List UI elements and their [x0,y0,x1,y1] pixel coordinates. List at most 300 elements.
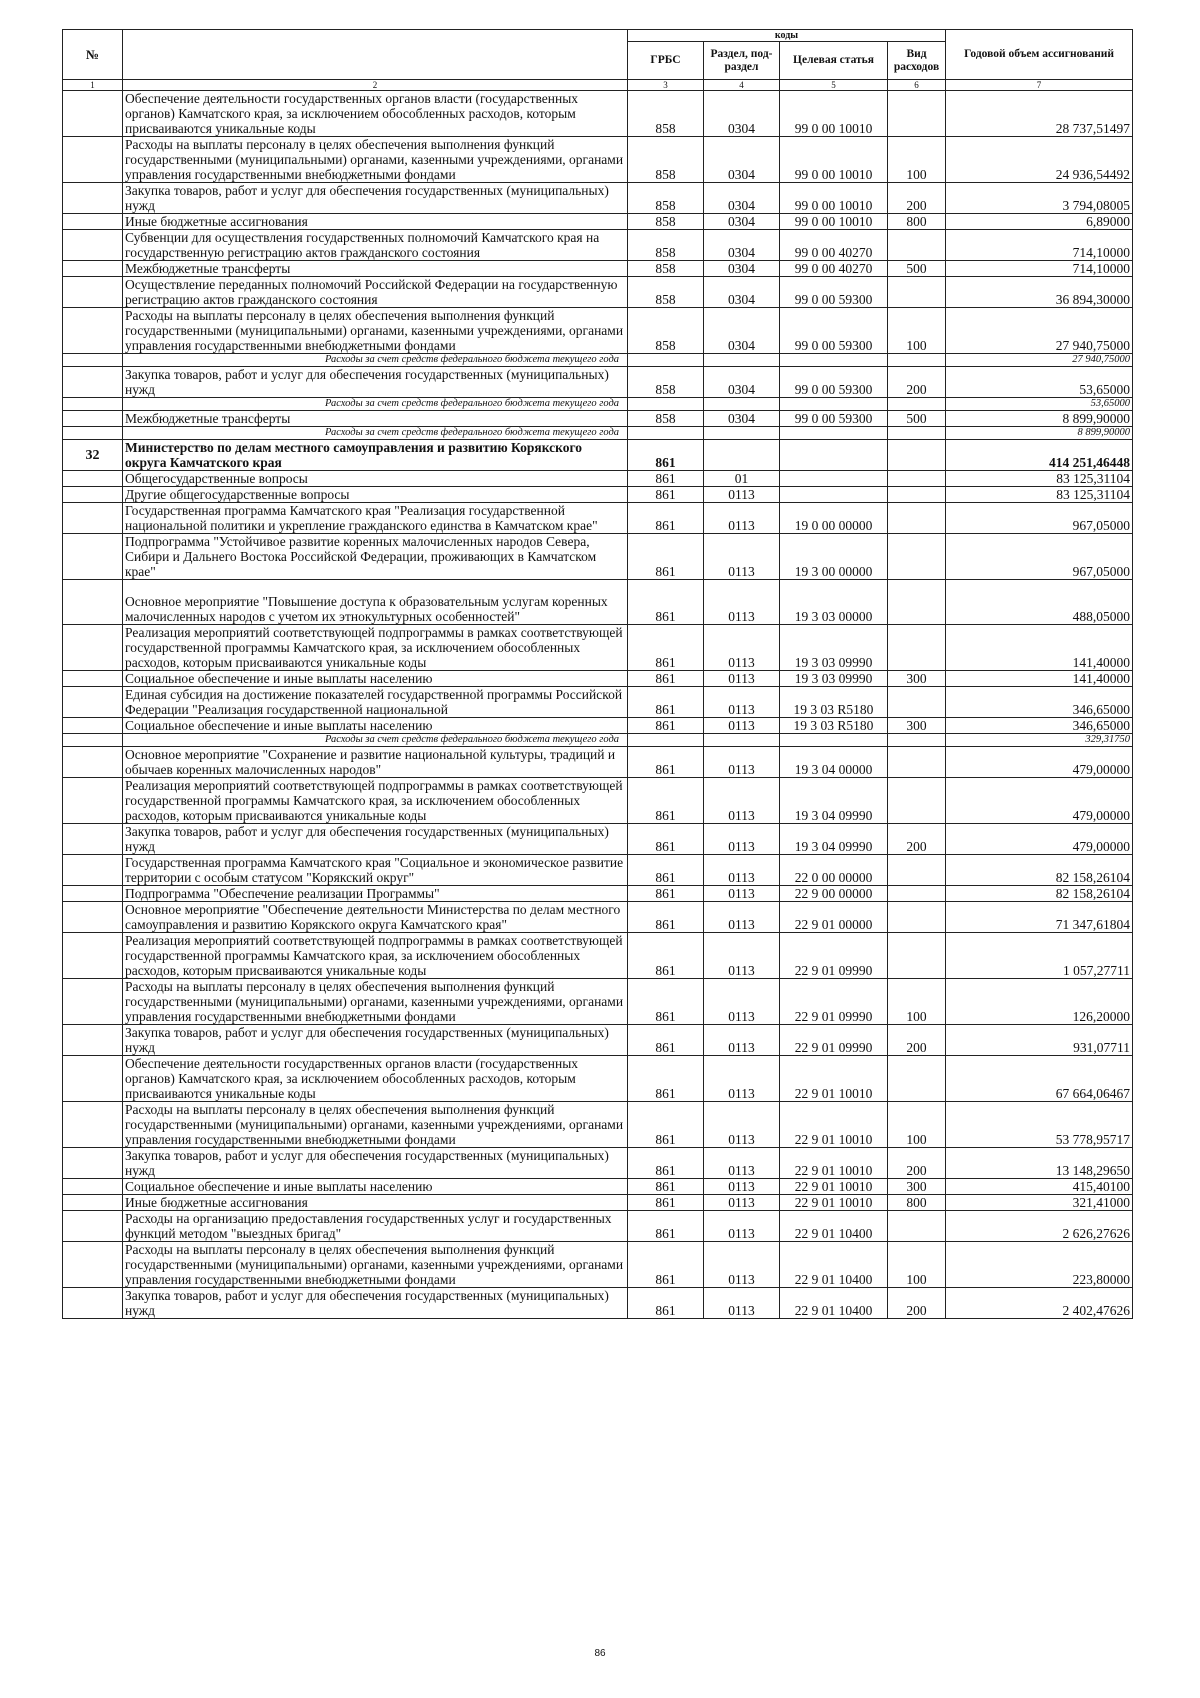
target-article-code: 99 0 00 10010 [780,183,888,214]
target-article-code: 22 9 01 10010 [780,1179,888,1195]
row-number [63,137,123,183]
target-article-code [780,440,888,471]
grbs-code: 858 [628,308,704,354]
target-article-code: 99 0 00 59300 [780,367,888,398]
row-number [63,1211,123,1242]
expense-name: Обеспечение деятельности государственных органов власти (государственных органов) Камчатского края, за исключением обособленных расходов, которым присваиваются уникальные коды [123,1056,628,1102]
grbs-code: 858 [628,261,704,277]
expense-name: Осуществление переданных полномочий Российской Федерации на государственную регистрацию актов гражданского состояния [123,277,628,308]
table-row [63,411,1133,427]
expense-name: Реализация мероприятий соответствующей подпрограммы в рамках соответствующей государственной программы Камчатского края, за исключением обособленных расходов, которым присваиваются уникальные коды [123,778,628,824]
expense-type-code: 100 [888,137,946,183]
row-number [63,230,123,261]
table-row [63,137,1133,183]
table-row [63,261,1133,277]
section-code: 0113 [704,886,780,902]
allocation-amount: 27 940,75000 [946,354,1133,367]
row-number [63,1102,123,1148]
expense-type-code: 800 [888,1195,946,1211]
allocation-amount: 27 940,75000 [946,308,1133,354]
row-number [63,411,123,427]
target-article-code: 22 9 00 00000 [780,886,888,902]
column-number: 2 [123,80,628,91]
expense-type-code: 200 [888,824,946,855]
target-article-code: 22 9 01 00000 [780,902,888,933]
header-grbs: ГРБС [628,42,704,80]
row-number [63,580,123,625]
table-row [63,747,1133,778]
grbs-code: 858 [628,230,704,261]
row-number [63,1025,123,1056]
table-row [63,855,1133,886]
section-code: 0304 [704,183,780,214]
target-article-code: 19 3 04 09990 [780,778,888,824]
table-row [63,687,1133,718]
expense-type-code [888,440,946,471]
allocation-amount: 415,40100 [946,1179,1133,1195]
expense-name: Иные бюджетные ассигнования [123,214,628,230]
allocation-amount: 488,05000 [946,580,1133,625]
page-number: 86 [594,1648,606,1659]
target-article-code: 22 0 00 00000 [780,855,888,886]
target-article-code: 22 9 01 10010 [780,1148,888,1179]
grbs-code: 858 [628,367,704,398]
section-code: 0304 [704,261,780,277]
allocation-amount: 141,40000 [946,625,1133,671]
grbs-code: 861 [628,1025,704,1056]
header-type: Вид расходов [888,42,946,80]
target-article-code: 99 0 00 40270 [780,261,888,277]
allocation-amount: 346,65000 [946,718,1133,734]
allocation-amount: 53 778,95717 [946,1102,1133,1148]
expense-type-code [888,734,946,747]
expense-name: Закупка товаров, работ и услуг для обеспечения государственных (муниципальных) нужд [123,367,628,398]
grbs-code: 861 [628,778,704,824]
section-code: 0113 [704,933,780,979]
section-code: 0304 [704,230,780,261]
expense-type-code [888,427,946,440]
expense-type-code [888,1056,946,1102]
section-code: 0304 [704,91,780,137]
grbs-code [628,354,704,367]
row-number [63,734,123,747]
grbs-code: 861 [628,1195,704,1211]
table-row [63,1242,1133,1288]
row-number [63,902,123,933]
expense-name: Расходы за счет средств федерального бюджета текущего года [123,398,628,411]
allocation-amount: 346,65000 [946,687,1133,718]
column-number: 1 [63,80,123,91]
allocation-amount: 3 794,08005 [946,183,1133,214]
allocation-amount: 24 936,54492 [946,137,1133,183]
expense-name: Расходы на выплаты персоналу в целях обеспечения выполнения функций государственными (муниципальными) органами, казенными учреждениями, органами управления государственными внебюджетными фондами [123,137,628,183]
section-code: 0304 [704,277,780,308]
target-article-code: 99 0 00 10010 [780,137,888,183]
target-article-code: 22 9 01 10400 [780,1288,888,1319]
grbs-code: 861 [628,580,704,625]
section-code [704,440,780,471]
grbs-code: 861 [628,979,704,1025]
header-codes: коды [628,30,946,42]
target-article-code: 22 9 01 09990 [780,979,888,1025]
section-code: 0113 [704,1195,780,1211]
section-code: 0113 [704,979,780,1025]
row-number [63,534,123,580]
row-number [63,747,123,778]
grbs-code: 861 [628,503,704,534]
section-code [704,427,780,440]
grbs-code: 861 [628,824,704,855]
allocation-amount: 8 899,90000 [946,427,1133,440]
target-article-code [780,427,888,440]
expense-name: Расходы на выплаты персоналу в целях обеспечения выполнения функций государственными (муниципальными) органами, казенными учреждениями, органами управления государственными внебюджетными фондами [123,1102,628,1148]
target-article-code: 99 0 00 10010 [780,91,888,137]
row-number [63,1195,123,1211]
section-code: 0113 [704,824,780,855]
target-article-code: 19 3 03 R5180 [780,718,888,734]
section-code: 0304 [704,367,780,398]
section-code: 0113 [704,1288,780,1319]
row-number [63,625,123,671]
grbs-code: 861 [628,718,704,734]
grbs-code: 858 [628,137,704,183]
expense-name: Общегосударственные вопросы [123,471,628,487]
federal-budget-row [63,398,1133,411]
expense-type-code [888,398,946,411]
expense-name: Расходы за счет средств федерального бюджета текущего года [123,427,628,440]
allocation-amount: 53,65000 [946,367,1133,398]
column-number: 7 [946,80,1133,91]
federal-budget-row [63,734,1133,747]
expense-type-code: 300 [888,1179,946,1195]
section-code [704,354,780,367]
section-code: 0113 [704,855,780,886]
target-article-code: 19 3 04 09990 [780,824,888,855]
expense-name: Межбюджетные трансферты [123,411,628,427]
target-article-code: 19 3 00 00000 [780,534,888,580]
grbs-code: 861 [628,625,704,671]
expense-name: Расходы на выплаты персоналу в целях обеспечения выполнения функций государственными (муниципальными) органами, казенными учреждениями, органами управления государственными внебюджетными фондами [123,308,628,354]
table-row [63,979,1133,1025]
table-row [63,902,1133,933]
table-row [63,308,1133,354]
target-article-code [780,398,888,411]
expense-name: Закупка товаров, работ и услуг для обеспечения государственных (муниципальных) нужд [123,1288,628,1319]
expense-type-code: 300 [888,671,946,687]
grbs-code: 861 [628,933,704,979]
row-number: 32 [63,440,123,471]
grbs-code: 861 [628,671,704,687]
header-target: Целевая статья [780,42,888,80]
expense-type-code [888,687,946,718]
section-code: 0113 [704,625,780,671]
row-number [63,471,123,487]
allocation-amount: 71 347,61804 [946,902,1133,933]
expense-name: Реализация мероприятий соответствующей подпрограммы в рамках соответствующей государственной программы Камчатского края, за исключением обособленных расходов, которым присваиваются уникальные коды [123,625,628,671]
grbs-code: 861 [628,1056,704,1102]
budget-table [62,29,1133,1319]
row-number [63,277,123,308]
row-number [63,183,123,214]
section-code: 0113 [704,1056,780,1102]
expense-name: Расходы за счет средств федерального бюджета текущего года [123,354,628,367]
grbs-code: 861 [628,1148,704,1179]
expense-type-code: 100 [888,308,946,354]
table-row [63,503,1133,534]
expense-name: Единая субсидия на достижение показателей государственной программы Российской Федерации "Реализация государственной национальной [123,687,628,718]
allocation-amount: 82 158,26104 [946,855,1133,886]
table-row [63,277,1133,308]
allocation-amount: 2 626,27626 [946,1211,1133,1242]
table-row [63,1195,1133,1211]
header-section: Раздел, под-раздел [704,42,780,80]
allocation-amount: 8 899,90000 [946,411,1133,427]
allocation-amount: 414 251,46448 [946,440,1133,471]
section-code: 01 [704,471,780,487]
table-row [63,230,1133,261]
target-article-code [780,734,888,747]
section-code: 0113 [704,1242,780,1288]
section-code: 0113 [704,747,780,778]
row-number [63,687,123,718]
budget-table-body [63,91,1133,1319]
table-row [63,1211,1133,1242]
allocation-amount: 714,10000 [946,230,1133,261]
expense-type-code [888,534,946,580]
allocation-amount: 329,31750 [946,734,1133,747]
allocation-amount: 53,65000 [946,398,1133,411]
allocation-amount: 967,05000 [946,534,1133,580]
section-code: 0304 [704,308,780,354]
expense-type-code: 100 [888,1242,946,1288]
target-article-code: 19 3 03 00000 [780,580,888,625]
allocation-amount: 83 125,31104 [946,487,1133,503]
expense-name: Обеспечение деятельности государственных органов власти (государственных органов) Камчатского края, за исключением обособленных расходов, которым присваиваются уникальные коды [123,91,628,137]
expense-name: Расходы на выплаты персоналу в целях обеспечения выполнения функций государственными (муниципальными) органами, казенными учреждениями, органами управления государственными внебюджетными фондами [123,979,628,1025]
section-code: 0113 [704,902,780,933]
row-number [63,1288,123,1319]
section-code: 0113 [704,778,780,824]
expense-type-code [888,580,946,625]
expense-type-code: 300 [888,718,946,734]
grbs-code: 861 [628,1242,704,1288]
expense-name: Социальное обеспечение и иные выплаты населению [123,671,628,687]
column-number: 3 [628,80,704,91]
expense-name: Расходы на выплаты персоналу в целях обеспечения выполнения функций государственными (муниципальными) органами, казенными учреждениями, органами управления государственными внебюджетными фондами [123,1242,628,1288]
grbs-code: 861 [628,440,704,471]
target-article-code: 99 0 00 40270 [780,230,888,261]
allocation-amount: 28 737,51497 [946,91,1133,137]
table-row [63,1025,1133,1056]
expense-name: Субвенции для осуществления государственных полномочий Камчатского края на государственную регистрацию актов гражданского состояния [123,230,628,261]
allocation-amount: 13 148,29650 [946,1148,1133,1179]
allocation-amount: 83 125,31104 [946,471,1133,487]
section-code: 0113 [704,503,780,534]
expense-type-code: 100 [888,1102,946,1148]
grbs-code: 861 [628,471,704,487]
expense-name: Основное мероприятие "Обеспечение деятельности Министерства по делам местного самоуправления и развитию Корякского округа Камчатского края" [123,902,628,933]
row-number [63,718,123,734]
row-number [63,855,123,886]
expense-name: Расходы на организацию предоставления государственных услуг и государственных функций методом "выездных бригад" [123,1211,628,1242]
grbs-code [628,427,704,440]
table-row [63,183,1133,214]
column-number-row [63,80,1133,91]
target-article-code: 99 0 00 59300 [780,411,888,427]
table-row [63,886,1133,902]
section-code: 0113 [704,580,780,625]
table-row [63,580,1133,625]
table-row [63,1179,1133,1195]
allocation-amount: 714,10000 [946,261,1133,277]
allocation-amount: 967,05000 [946,503,1133,534]
allocation-amount: 126,20000 [946,979,1133,1025]
target-article-code: 22 9 01 10400 [780,1211,888,1242]
expense-type-code [888,933,946,979]
target-article-code: 19 3 03 R5180 [780,687,888,718]
federal-budget-row [63,354,1133,367]
expense-type-code: 500 [888,261,946,277]
expense-name: Социальное обеспечение и иные выплаты населению [123,718,628,734]
expense-type-code [888,91,946,137]
expense-type-code [888,855,946,886]
row-number [63,91,123,137]
expense-type-code: 200 [888,1148,946,1179]
allocation-amount: 223,80000 [946,1242,1133,1288]
grbs-code: 861 [628,487,704,503]
section-code [704,398,780,411]
expense-name: Государственная программа Камчатского края "Социальное и экономическое развитие территории с особым статусом "Корякский округ" [123,855,628,886]
expense-type-code [888,471,946,487]
row-number [63,886,123,902]
table-row [63,778,1133,824]
expense-name: Министерство по делам местного самоуправления и развитию Корякского округа Камчатского края [123,440,628,471]
table-row [63,1288,1133,1319]
allocation-amount: 479,00000 [946,747,1133,778]
target-article-code: 22 9 01 09990 [780,933,888,979]
section-code: 0304 [704,411,780,427]
target-article-code: 99 0 00 10010 [780,214,888,230]
expense-name: Подпрограмма "Обеспечение реализации Программы" [123,886,628,902]
target-article-code: 19 3 04 00000 [780,747,888,778]
expense-name: Закупка товаров, работ и услуг для обеспечения государственных (муниципальных) нужд [123,1025,628,1056]
table-row [63,1148,1133,1179]
grbs-code: 861 [628,902,704,933]
table-row [63,933,1133,979]
allocation-amount: 479,00000 [946,778,1133,824]
target-article-code: 99 0 00 59300 [780,277,888,308]
section-code: 0113 [704,1148,780,1179]
table-row [63,718,1133,734]
table-row [63,824,1133,855]
section-code: 0113 [704,1211,780,1242]
target-article-code [780,471,888,487]
header-name [123,30,628,80]
grbs-code: 858 [628,183,704,214]
expense-name: Социальное обеспечение и иные выплаты населению [123,1179,628,1195]
table-row [63,487,1133,503]
target-article-code: 19 3 03 09990 [780,671,888,687]
expense-type-code [888,902,946,933]
target-article-code: 22 9 01 09990 [780,1025,888,1056]
row-number [63,1179,123,1195]
row-number [63,1056,123,1102]
allocation-amount: 67 664,06467 [946,1056,1133,1102]
section-code: 0113 [704,671,780,687]
row-number [63,1242,123,1288]
expense-type-code: 500 [888,411,946,427]
grbs-code: 861 [628,1211,704,1242]
section-code: 0113 [704,718,780,734]
expense-name: Реализация мероприятий соответствующей подпрограммы в рамках соответствующей государственной программы Камчатского края, за исключением обособленных расходов, которым присваиваются уникальные коды [123,933,628,979]
row-number [63,487,123,503]
grbs-code: 861 [628,687,704,718]
table-row [63,91,1133,137]
target-article-code [780,487,888,503]
grbs-code: 861 [628,1179,704,1195]
expense-name: Основное мероприятие "Повышение доступа к образовательным услугам коренных малочисленных народов с учетом их этнокультурных особенностей" [123,580,628,625]
table-row [63,1056,1133,1102]
target-article-code: 22 9 01 10010 [780,1056,888,1102]
table-row [63,1102,1133,1148]
expense-type-code [888,503,946,534]
expense-name: Основное мероприятие "Сохранение и развитие национальной культуры, традиций и обычаев коренных малочисленных народов" [123,747,628,778]
expense-name: Государственная программа Камчатского края "Реализация государственной национальной политики и укрепление гражданского единства в Камчатском крае" [123,503,628,534]
allocation-amount: 1 057,27711 [946,933,1133,979]
expense-name: Расходы за счет средств федерального бюджета текущего года [123,734,628,747]
table-row [63,367,1133,398]
expense-type-code: 200 [888,1288,946,1319]
row-number [63,979,123,1025]
expense-type-code [888,886,946,902]
grbs-code: 861 [628,1288,704,1319]
table-row [63,625,1133,671]
table-row [63,671,1133,687]
expense-type-code: 200 [888,1025,946,1056]
section-code: 0304 [704,137,780,183]
section-code: 0113 [704,1179,780,1195]
grbs-code [628,734,704,747]
grbs-code: 858 [628,411,704,427]
allocation-amount: 36 894,30000 [946,277,1133,308]
grbs-code: 861 [628,534,704,580]
grbs-code: 858 [628,277,704,308]
row-number [63,671,123,687]
target-article-code: 22 9 01 10010 [780,1195,888,1211]
target-article-code: 99 0 00 59300 [780,308,888,354]
row-number [63,1148,123,1179]
row-number [63,261,123,277]
row-number [63,824,123,855]
grbs-code: 861 [628,855,704,886]
header-num: № [63,30,123,80]
federal-budget-row [63,427,1133,440]
expense-name: Закупка товаров, работ и услуг для обеспечения государственных (муниципальных) нужд [123,1148,628,1179]
table-row [63,440,1133,471]
table-row [63,471,1133,487]
expense-type-code: 200 [888,367,946,398]
expense-type-code [888,354,946,367]
grbs-code [628,398,704,411]
allocation-amount: 931,07711 [946,1025,1133,1056]
expense-type-code [888,747,946,778]
expense-name: Закупка товаров, работ и услуг для обеспечения государственных (муниципальных) нужд [123,824,628,855]
expense-type-code [888,1211,946,1242]
section-code: 0113 [704,1102,780,1148]
section-code: 0113 [704,487,780,503]
row-number [63,367,123,398]
allocation-amount: 479,00000 [946,824,1133,855]
